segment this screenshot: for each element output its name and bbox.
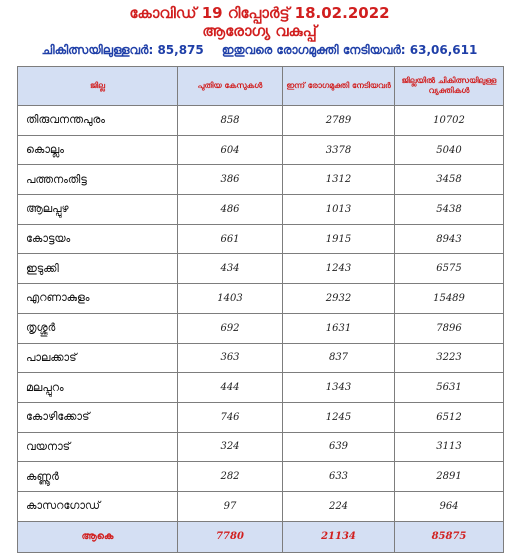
- total-label: ആകെ: [18, 521, 178, 552]
- district-cell: കോട്ടയം: [18, 224, 178, 254]
- table-row: [18, 106, 504, 136]
- department-name: ആരോഗ്യ വകുപ്പ്: [202, 22, 317, 40]
- district-cell: തിരുവനന്തപുരം: [18, 106, 178, 136]
- column-header-new-cases: പുതിയ കേസുകൾ: [178, 67, 283, 106]
- district-cell: ആലപ്പുഴ: [18, 195, 178, 225]
- district-cell: കൊല്ലം: [18, 135, 178, 165]
- table-header-row: [18, 67, 504, 106]
- district-cell: കോഴിക്കോട്: [18, 402, 178, 432]
- district-covid-table: [17, 66, 504, 553]
- recovered-today-cell: 224: [283, 491, 395, 521]
- total-under-treatment: 85875: [395, 521, 504, 552]
- under-treatment-cell: 5631: [395, 373, 504, 403]
- new-cases-cell: 604: [178, 135, 283, 165]
- district-cell: വയനാട്: [18, 432, 178, 462]
- new-cases-cell: 324: [178, 432, 283, 462]
- under-treatment-cell: 7896: [395, 313, 504, 343]
- summary-stats: [0, 42, 519, 58]
- table-row: [18, 462, 504, 492]
- new-cases-cell: 1403: [178, 284, 283, 314]
- district-cell: കണ്ണൂർ: [18, 462, 178, 492]
- new-cases-cell: 282: [178, 462, 283, 492]
- district-cell: പത്തനംതിട്ട: [18, 165, 178, 195]
- new-cases-cell: 97: [178, 491, 283, 521]
- recovered-today-cell: 2932: [283, 284, 395, 314]
- under-treatment-cell: 3113: [395, 432, 504, 462]
- recovered-today-cell: 3378: [283, 135, 395, 165]
- table-row: [18, 313, 504, 343]
- table-row: [18, 254, 504, 284]
- new-cases-cell: 486: [178, 195, 283, 225]
- column-header-under-treatment: ജില്ലയിൽ ചികിത്സയിലുള്ള വ്യക്തികൾ: [395, 67, 504, 106]
- new-cases-cell: 444: [178, 373, 283, 403]
- table-row: [18, 343, 504, 373]
- report-title: കോവിഡ് 19 റിപ്പോർട്ട് 18.02.2022: [129, 4, 390, 22]
- recovered-today-cell: 1245: [283, 402, 395, 432]
- new-cases-cell: 746: [178, 402, 283, 432]
- table-row: [18, 135, 504, 165]
- under-treatment-cell: 6512: [395, 402, 504, 432]
- under-treatment-cell: 3458: [395, 165, 504, 195]
- district-cell: പാലക്കാട്: [18, 343, 178, 373]
- total-new-cases: 7780: [178, 521, 283, 552]
- recovered-today-cell: 1013: [283, 195, 395, 225]
- under-treatment-cell: 964: [395, 491, 504, 521]
- table-row: [18, 402, 504, 432]
- table-row: [18, 224, 504, 254]
- under-treatment-value: 85,875: [157, 43, 204, 57]
- table-row: [18, 373, 504, 403]
- new-cases-cell: 386: [178, 165, 283, 195]
- under-treatment-label: ചികിത്സയിലുള്ളവർ:: [41, 43, 154, 57]
- table-row: [18, 165, 504, 195]
- column-header-district: ജില്ല: [18, 67, 178, 106]
- table-row: [18, 491, 504, 521]
- under-treatment-cell: 6575: [395, 254, 504, 284]
- new-cases-cell: 858: [178, 106, 283, 136]
- table-row: [18, 432, 504, 462]
- recovered-today-cell: 639: [283, 432, 395, 462]
- recovered-label: ഇതുവരെ രോഗമുക്തി നേടിയവർ:: [221, 43, 406, 57]
- table-body: [18, 106, 504, 522]
- new-cases-cell: 661: [178, 224, 283, 254]
- under-treatment-cell: 15489: [395, 284, 504, 314]
- under-treatment-cell: 8943: [395, 224, 504, 254]
- under-treatment-cell: 3223: [395, 343, 504, 373]
- under-treatment-cell: 2891: [395, 462, 504, 492]
- new-cases-cell: 434: [178, 254, 283, 284]
- recovered-value: 63,06,611: [409, 43, 478, 57]
- district-cell: എറണാകുളം: [18, 284, 178, 314]
- recovered-today-cell: 1631: [283, 313, 395, 343]
- new-cases-cell: 692: [178, 313, 283, 343]
- district-cell: ഇടുക്കി: [18, 254, 178, 284]
- total-row: [18, 521, 504, 552]
- total-recovered-today: 21134: [283, 521, 395, 552]
- table-row: [18, 195, 504, 225]
- recovered-today-cell: 1915: [283, 224, 395, 254]
- under-treatment-cell: 5040: [395, 135, 504, 165]
- recovered-today-cell: 837: [283, 343, 395, 373]
- recovered-today-cell: 633: [283, 462, 395, 492]
- new-cases-cell: 363: [178, 343, 283, 373]
- column-header-recovered-today: ഇന്ന് രോഗമുക്തി നേടിയവർ: [283, 67, 395, 106]
- table-row: [18, 284, 504, 314]
- district-cell: മലപ്പുറം: [18, 373, 178, 403]
- district-cell: തൃശ്ശൂർ: [18, 313, 178, 343]
- recovered-today-cell: 1243: [283, 254, 395, 284]
- district-cell: കാസറഗോഡ്: [18, 491, 178, 521]
- recovered-today-cell: 1343: [283, 373, 395, 403]
- under-treatment-cell: 5438: [395, 195, 504, 225]
- recovered-today-cell: 2789: [283, 106, 395, 136]
- under-treatment-cell: 10702: [395, 106, 504, 136]
- recovered-today-cell: 1312: [283, 165, 395, 195]
